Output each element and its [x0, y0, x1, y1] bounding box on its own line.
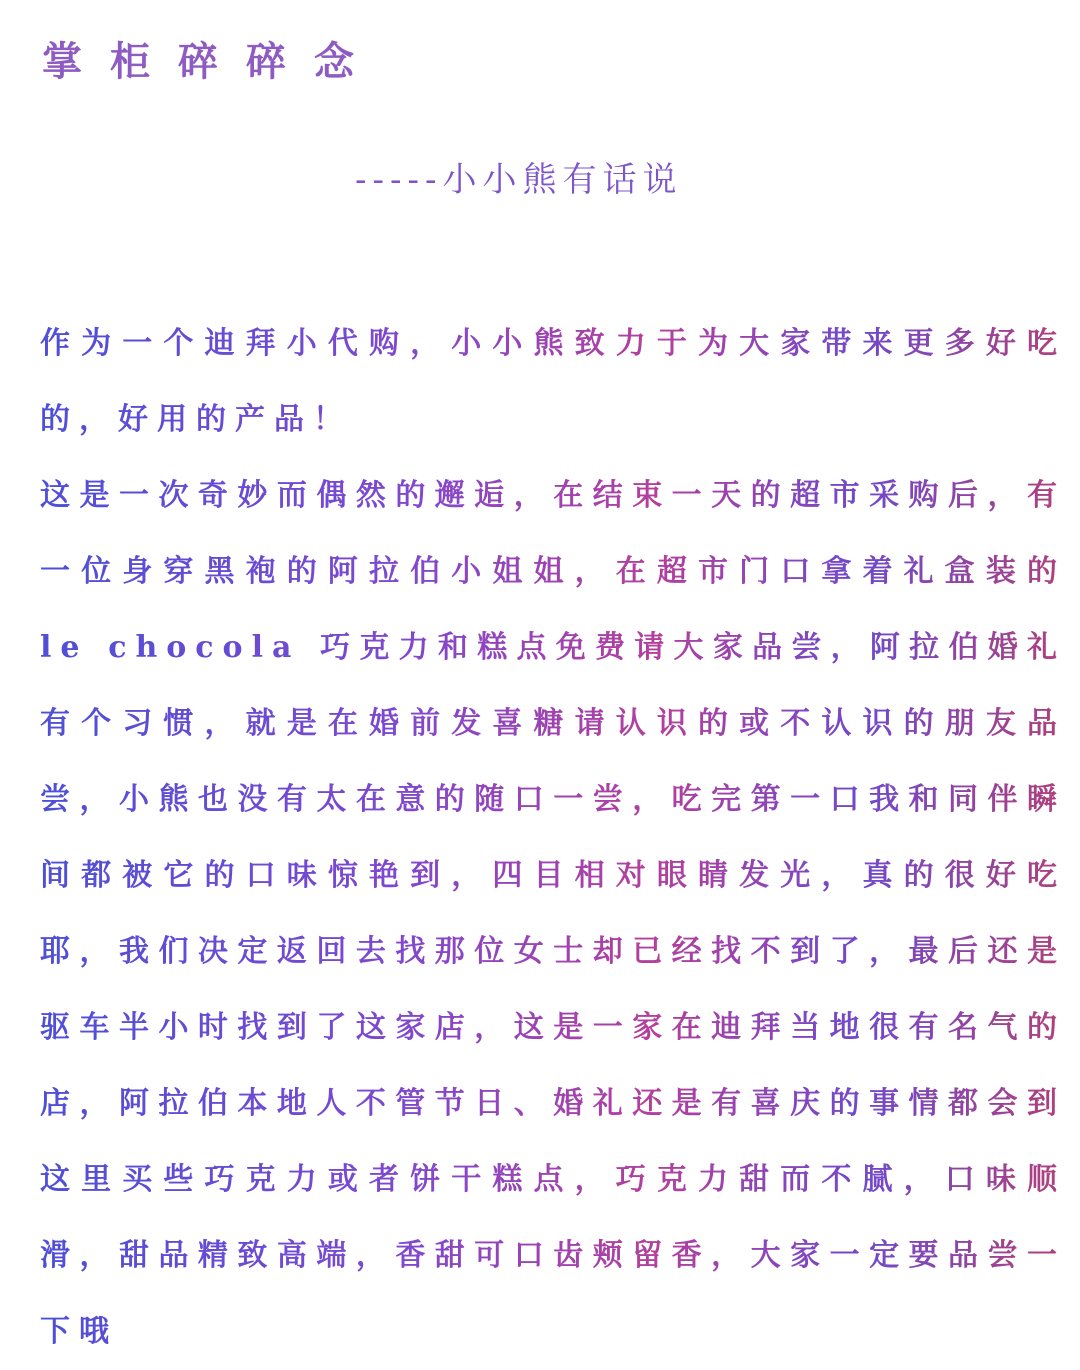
- page-subtitle: -----小小熊有话说: [355, 160, 683, 200]
- article-body: [40, 306, 1066, 1370]
- page-title: 掌柜碎碎念: [42, 38, 382, 85]
- story-paragraph: 这是一次奇妙而偶然的邂逅，在结束一天的超市采购后，有一位身穿黑袍的阿拉伯小姐姐，在超市门口拿着礼盒装的 le chocola 巧克力和糕点免费请大家品尝，阿拉伯婚礼有个习惯，就是在婚前发喜糖请认识的或不认识的朋友品尝，小熊也没有太在意的随口一尝，吃完第一口我和同伴瞬间都被它的口味惊艳到，四目相对眼睛发光，真的很好吃耶，我们决定返回去找那位女士却已经找不到了，最后还是驱车半小时找到了这家店，这是一家在迪拜当地很有名气的店，阿拉伯本地人不管节日、婚礼还是有喜庆的事情都会到这里买些巧克力或者饼干糕点，巧克力甜而不腻，口味顺滑，甜品精致高端，香甜可口齿颊留香，大家一定要品尝一下哦: [40, 458, 1066, 1370]
- intro-paragraph: 作为一个迪拜小代购，小小熊致力于为大家带来更多好吃的，好用的产品！: [40, 306, 1066, 458]
